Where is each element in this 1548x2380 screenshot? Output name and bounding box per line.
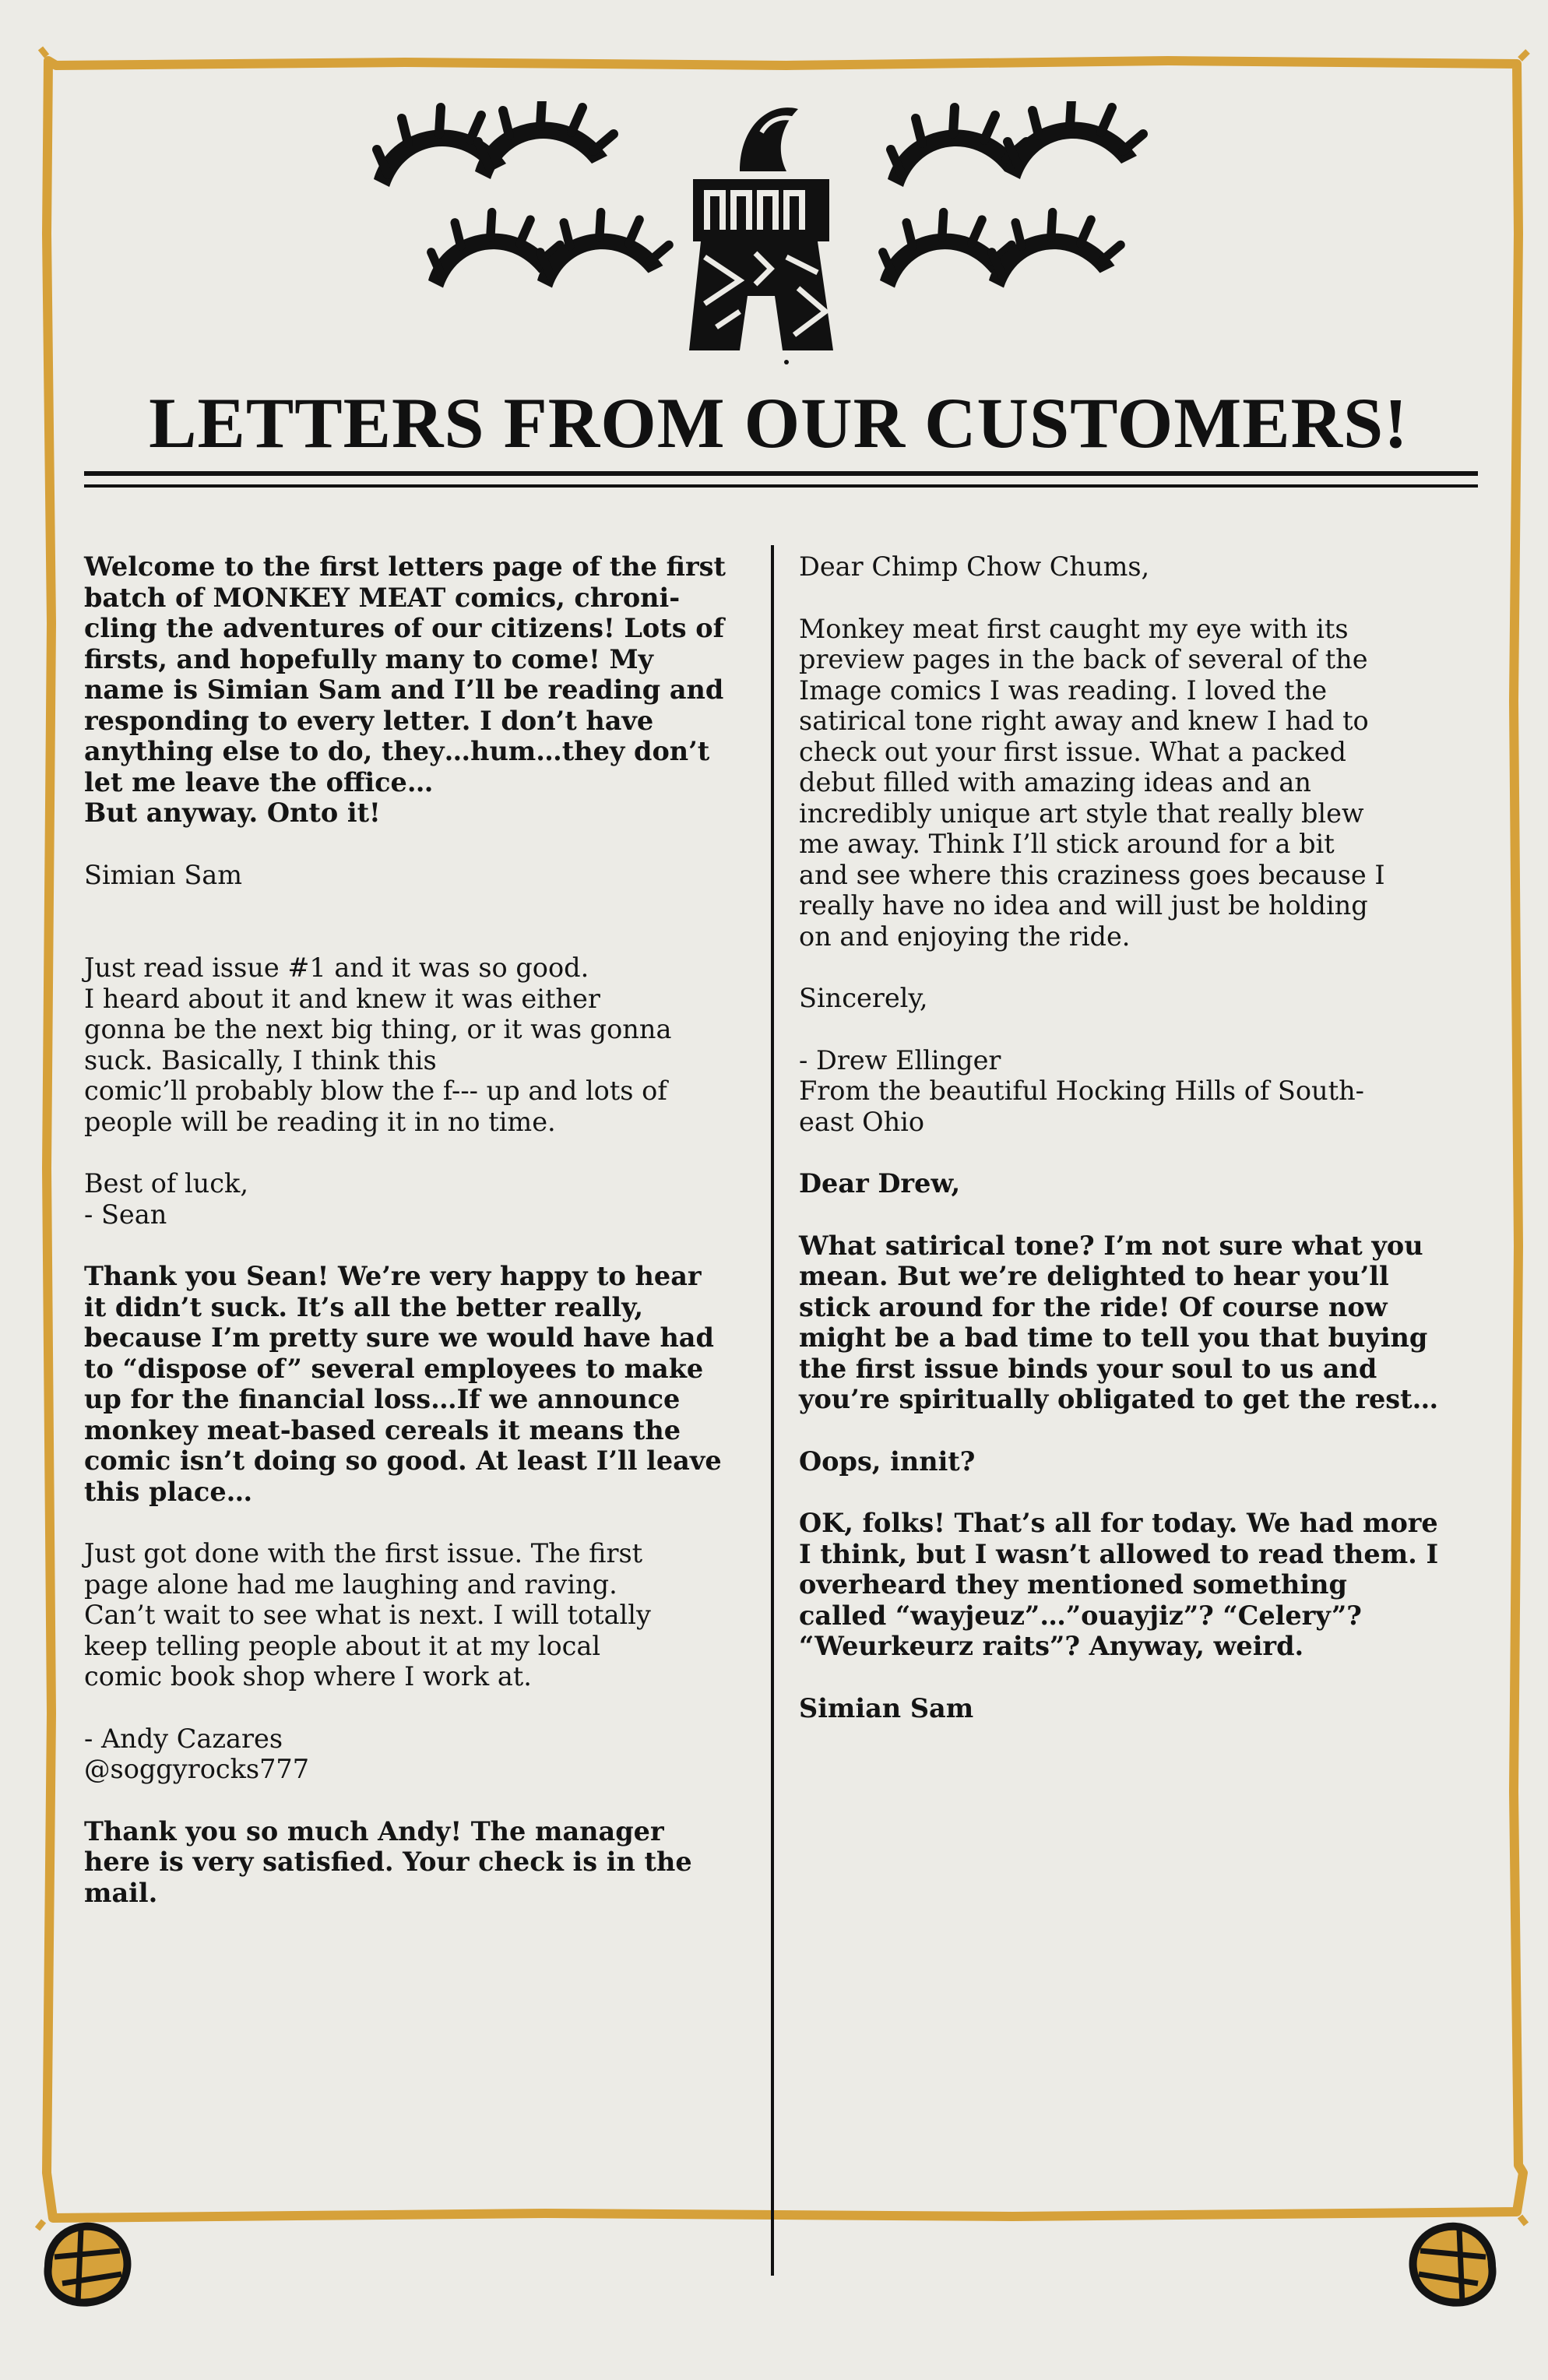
right-column (799, 551, 1461, 1755)
right-fans-ornament (880, 101, 1143, 288)
outro-signature: Simian Sam (799, 1692, 974, 1723)
letter-sean: Just read issue #1 and it was so good. I heard about it and knew it was either gonna be the next big thing, or it was gonna suck. Basically, I think this comic’ll probably blow the f--- up and lots of people will be reading it in no time. (84, 952, 672, 1137)
letter-sean-signature: Best of luck, - Sean (84, 1168, 248, 1230)
intro-paragraph: Welcome to the first letters page of the first batch of MONKEY MEAT comics, chroni- cling the adventures of our citizens! Lots of firsts, and hopefully many to come! My name is Simian Sam and I’ll be reading and responding to every letter. I don’t have anything else to do, they…hum…they don’t let me leave the office… But anyway. Onto it! (84, 551, 726, 828)
reply-drew: What satirical tone? I’m not sure what you mean. But we’re delighted to hear you’ll stick around for the ride! Of course now might be a bad time to tell you that buying the first issue binds your soul to us and you’re spiritually obligated to get the rest… (799, 1230, 1439, 1414)
page-title: LETTERS FROM OUR CUSTOMERS! (149, 383, 1409, 463)
intro-signature: Simian Sam (84, 859, 243, 890)
reply-andy: Thank you so much Andy! The manager here is very satisfied. Your check is in the mail. (84, 1815, 692, 1908)
monkey-meat-tribal-logo (350, 101, 1199, 374)
monkey-tower-emblem (689, 107, 833, 364)
left-fans-ornament (374, 101, 669, 288)
reply-sean: Thank you Sean! We’re very happy to hear it didn’t suck. It’s all the better really, because I’m pretty sure we would have had to “dispose of” several employees to make up for the financial loss…If we announce monkey meat-based cereals it means the comic isn’t doing so good. At least I’ll leave this place… (84, 1261, 722, 1507)
column-divider (771, 545, 774, 2276)
letter-andy: Just got done with the first issue. The first page alone had me laughing and raving. Can’t wait to see what is next. I will totally keep telling people about it at my local comic book shop where I work at. (84, 1538, 651, 1692)
reply-drew-oops: Oops, innit? (799, 1445, 976, 1477)
letter-drew-signature: - Drew Ellinger From the beautiful Hocking Hills of South- east Ohio (799, 1044, 1364, 1137)
letter-andy-signature: - Andy Cazares @soggyrocks777 (84, 1723, 310, 1784)
letter-drew-closing: Sincerely, (799, 983, 928, 1013)
reply-drew-greeting: Dear Drew, (799, 1168, 961, 1199)
letter-drew: Monkey meat first caught my eye with its preview pages in the back of several of the Image comics I was reading. I loved the satirical tone right away and knew I had to check out your first issue. What a packed debut filled with amazing ideas and an incredibly unique art style that really blew me away. Think I’ll stick around for a bit and see where this craziness goes because I really have no idea and will just be holding on and enjoying the ride. (799, 613, 1385, 952)
letter-drew-salutation: Dear Chimp Chow Chums, (799, 551, 1150, 582)
outro-paragraph: OK, folks! That’s all for today. We had more I think, but I wasn’t allowed to read them. I overheard they mentioned something called “wayjeuz”…”ouayjiz”? “Celery”? “Weurkeurz raits”? Anyway, weird. (799, 1508, 1439, 1661)
left-column (84, 551, 746, 1939)
title-rule-thin (84, 484, 1478, 488)
title-rule-thick (84, 471, 1478, 476)
corner-ornament-left (48, 2227, 128, 2304)
corner-ornament-right (1413, 2227, 1493, 2304)
